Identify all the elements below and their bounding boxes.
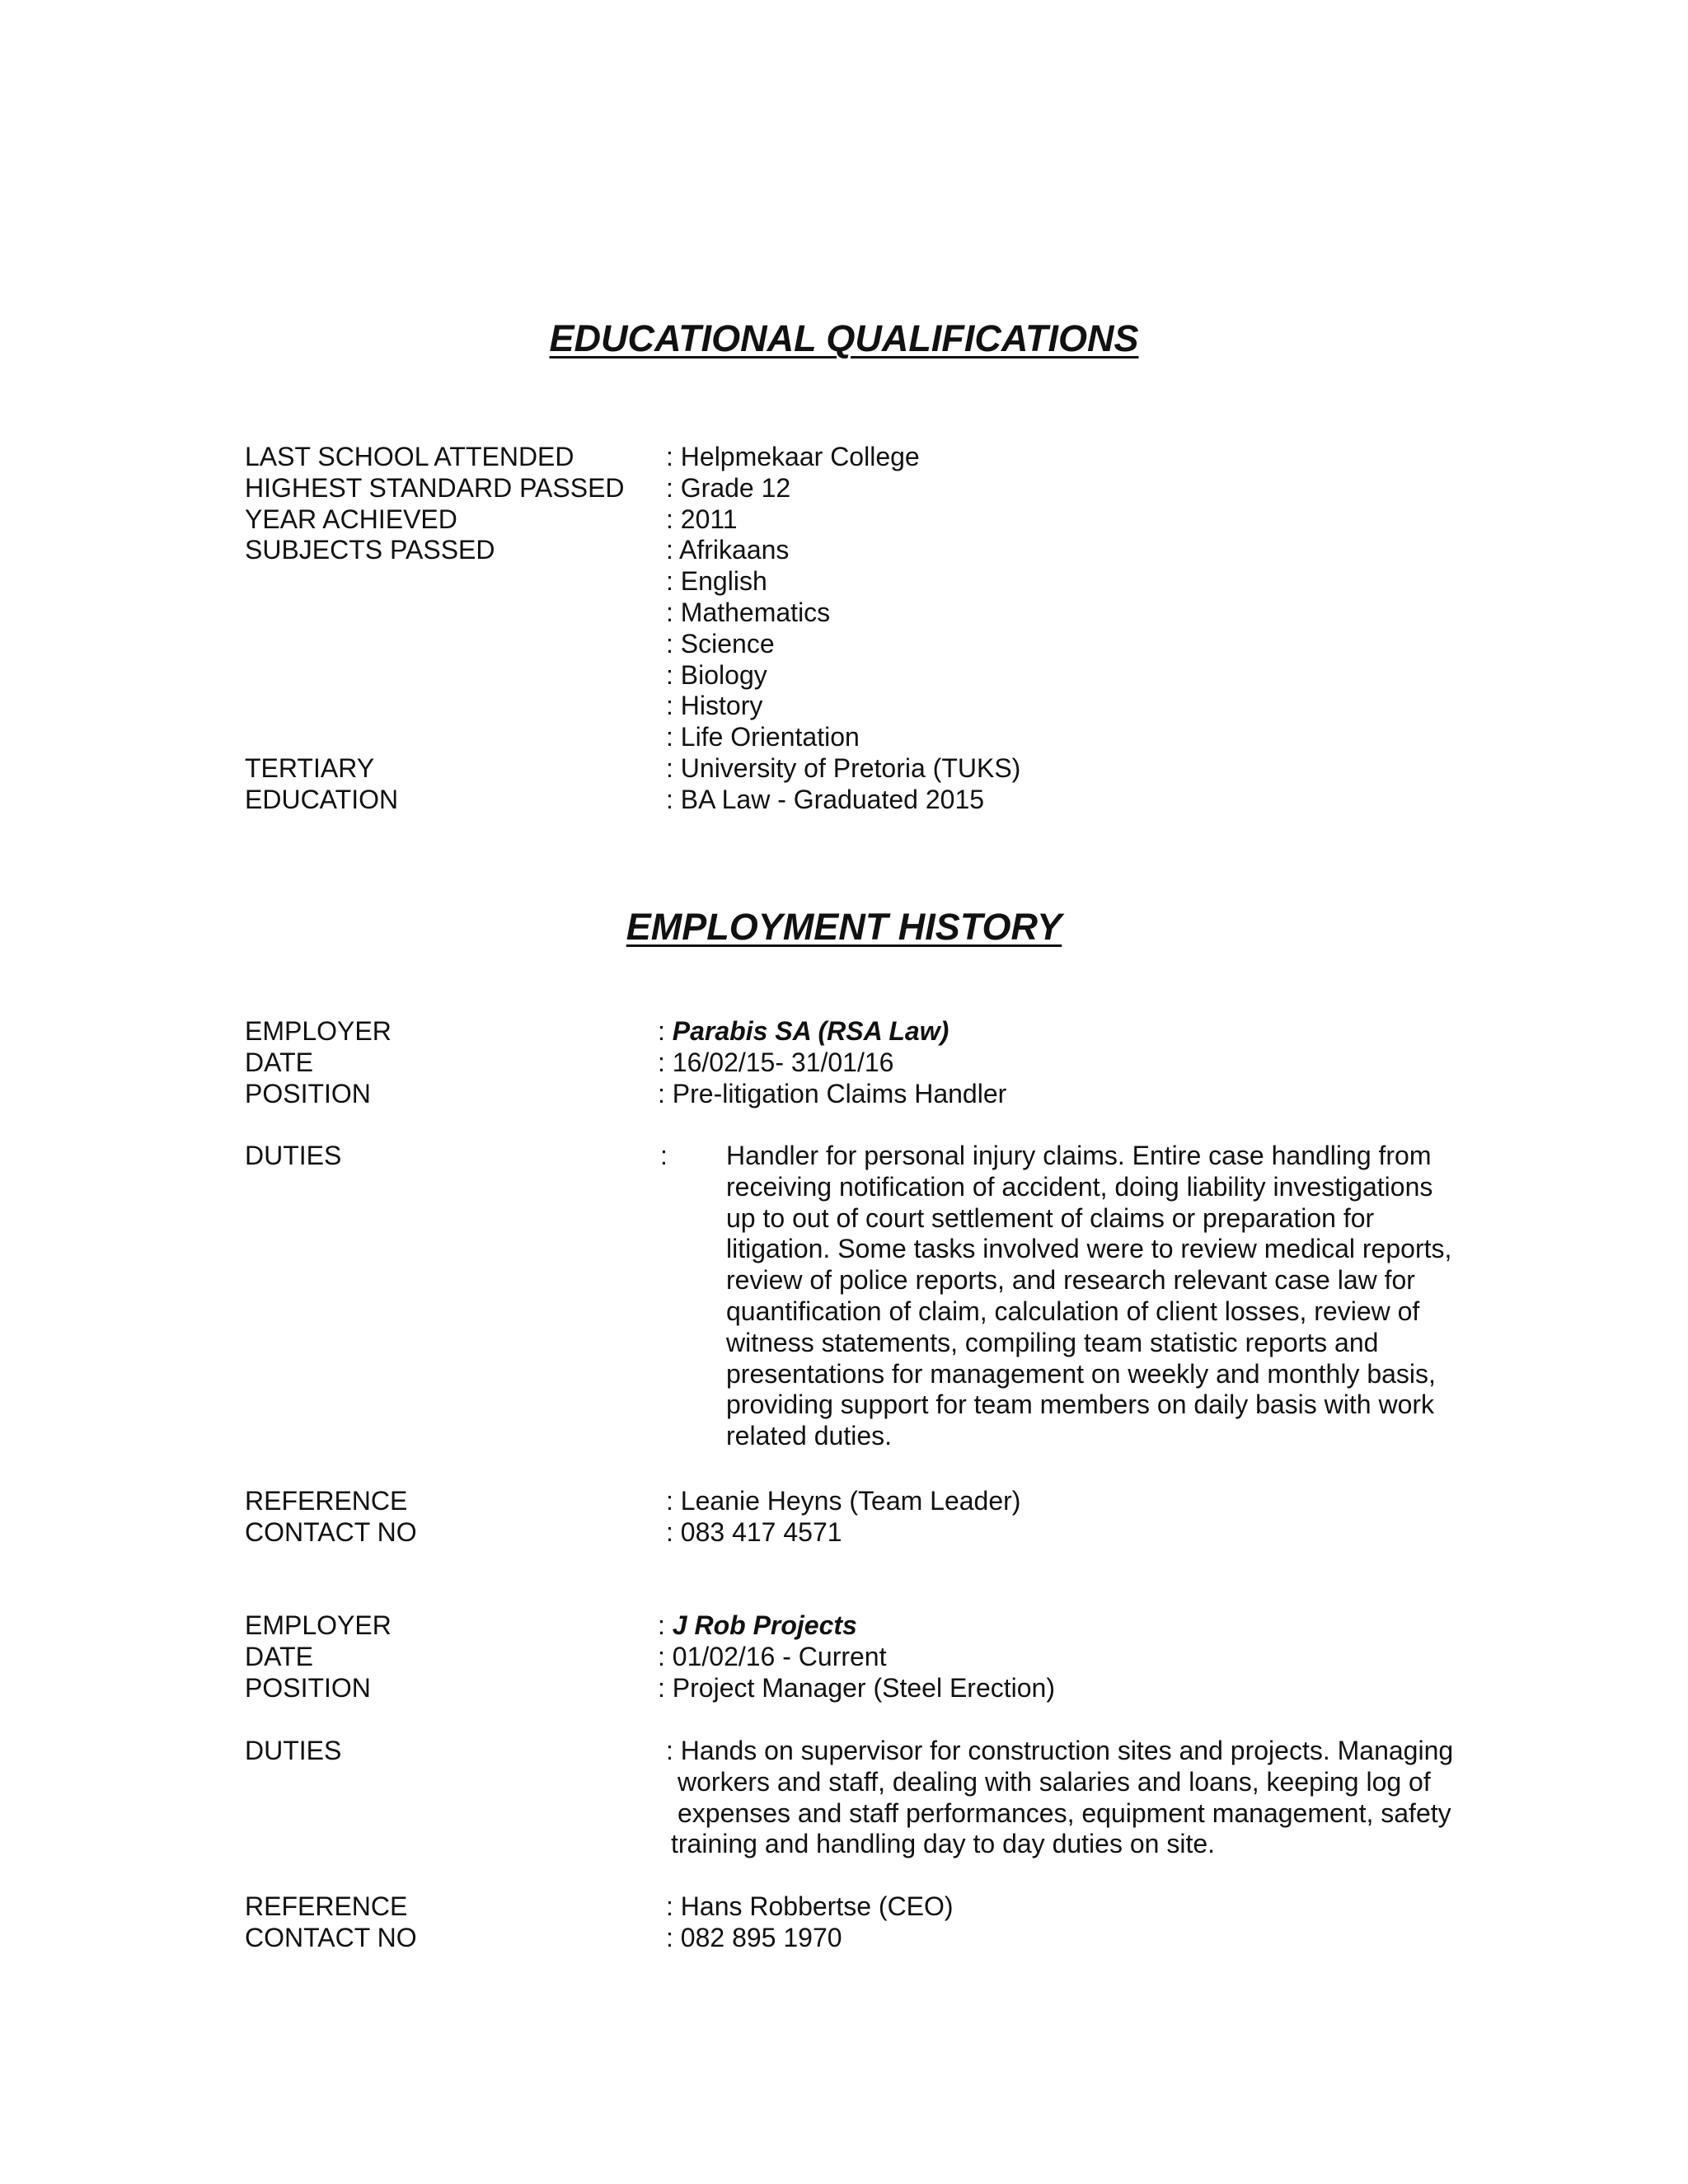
duties-line: litigation. Some tasks involved were to review medical reports, — [726, 1234, 1452, 1264]
duties-line: : Hands on supervisor for construction sites and projects. Managing — [666, 1736, 1454, 1765]
education-row-label: EDUCATION — [245, 784, 399, 814]
education-row-value: : Grade 12 — [666, 472, 791, 503]
job2-employer-colon: : — [658, 1610, 673, 1640]
job1-reference-label: REFERENCE — [245, 1486, 408, 1516]
duties-line: witness statements, compiling team statistic reports and — [726, 1327, 1379, 1357]
job2-duties-label: DUTIES — [245, 1736, 342, 1765]
education-row-value: : BA Law - Graduated 2015 — [666, 784, 985, 814]
job2-employer-name: J Rob Projects — [672, 1610, 857, 1640]
job1-duties-colon: : — [660, 1141, 668, 1170]
job2-employer-value — [658, 1610, 857, 1642]
job1-position-value: : Pre-litigation Claims Handler — [658, 1079, 1007, 1108]
job1-date-label: DATE — [245, 1047, 313, 1077]
employment-heading — [0, 906, 1688, 949]
job2-reference-value: : Hans Robbertse (CEO) — [666, 1891, 954, 1921]
education-row-value: : Afrikaans — [666, 535, 790, 565]
education-row-value: : University of Pretoria (TUKS) — [666, 753, 1021, 783]
duties-line: workers and staff, dealing with salaries and loans, keeping log of — [678, 1766, 1431, 1797]
education-row-value: : Biology — [666, 659, 767, 690]
job1-position-label: POSITION — [245, 1079, 371, 1108]
education-row-value: : English — [666, 566, 767, 597]
education-heading-text: EDUCATIONAL QUALIFICATIONS — [549, 317, 1139, 359]
job2-duties-text — [666, 1736, 1490, 1860]
education-row-value: : Science — [666, 628, 775, 658]
education-row-value: : Helpmekaar College — [666, 442, 920, 471]
duties-line: review of police reports, and research relevant case law for — [726, 1265, 1415, 1296]
duties-line: up to out of court settlement of claims or preparation for — [726, 1202, 1375, 1233]
education-row-label: TERTIARY — [245, 753, 375, 783]
job1-duties-text — [726, 1141, 1484, 1452]
education-row-label: SUBJECTS PASSED — [245, 535, 495, 565]
duties-line: expenses and staff performances, equipment management, safety — [678, 1797, 1451, 1828]
education-row-label: LAST SCHOOL ATTENDED — [245, 442, 574, 471]
employment-heading-text: EMPLOYMENT HISTORY — [626, 906, 1062, 948]
job2-contact-value: : 082 895 1970 — [666, 1923, 842, 1952]
job2-position-value: : Project Manager (Steel Erection) — [658, 1673, 1055, 1703]
job1-date-value: : 16/02/15- 31/01/16 — [658, 1047, 894, 1077]
job1-employer-name: Parabis SA (RSA Law) — [672, 1016, 950, 1046]
duties-line: receiving notification of accident, doing liability investigations — [726, 1171, 1433, 1202]
job2-date-value: : 01/02/16 - Current — [658, 1642, 887, 1671]
job1-employer-label: EMPLOYER — [245, 1016, 392, 1046]
education-row-label: HIGHEST STANDARD PASSED — [245, 472, 625, 503]
job2-reference-label: REFERENCE — [245, 1891, 408, 1921]
duties-line: providing support for team members on daily basis with work — [726, 1390, 1435, 1420]
duties-line: quantification of claim, calculation of client losses, review of — [726, 1296, 1420, 1326]
job2-date-label: DATE — [245, 1642, 313, 1671]
job2-position-label: POSITION — [245, 1673, 371, 1703]
job2-employer-label: EMPLOYER — [245, 1610, 392, 1640]
job1-contact-value: : 083 417 4571 — [666, 1517, 842, 1547]
job1-contact-label: CONTACT NO — [245, 1517, 417, 1547]
job1-employer-value — [658, 1016, 949, 1047]
job1-duties-label: DUTIES — [245, 1141, 342, 1170]
education-row-value: : Mathematics — [666, 598, 831, 627]
duties-line: related duties. — [726, 1421, 893, 1451]
education-row-value: : 2011 — [666, 504, 738, 534]
job2-contact-label: CONTACT NO — [245, 1923, 417, 1952]
education-heading — [0, 317, 1688, 360]
education-row-value: : Life Orientation — [666, 722, 860, 752]
education-row-value: : History — [666, 691, 763, 721]
duties-line: Handler for personal injury claims. Entire case handling from — [726, 1141, 1432, 1170]
duties-line: training and handling day to day duties on site. — [671, 1829, 1216, 1859]
education-row-label: YEAR ACHIEVED — [245, 504, 457, 534]
job1-reference-value: : Leanie Heyns (Team Leader) — [666, 1486, 1021, 1516]
job1-employer-colon: : — [658, 1016, 673, 1046]
duties-line: presentations for management on weekly and monthly basis, — [726, 1358, 1436, 1389]
